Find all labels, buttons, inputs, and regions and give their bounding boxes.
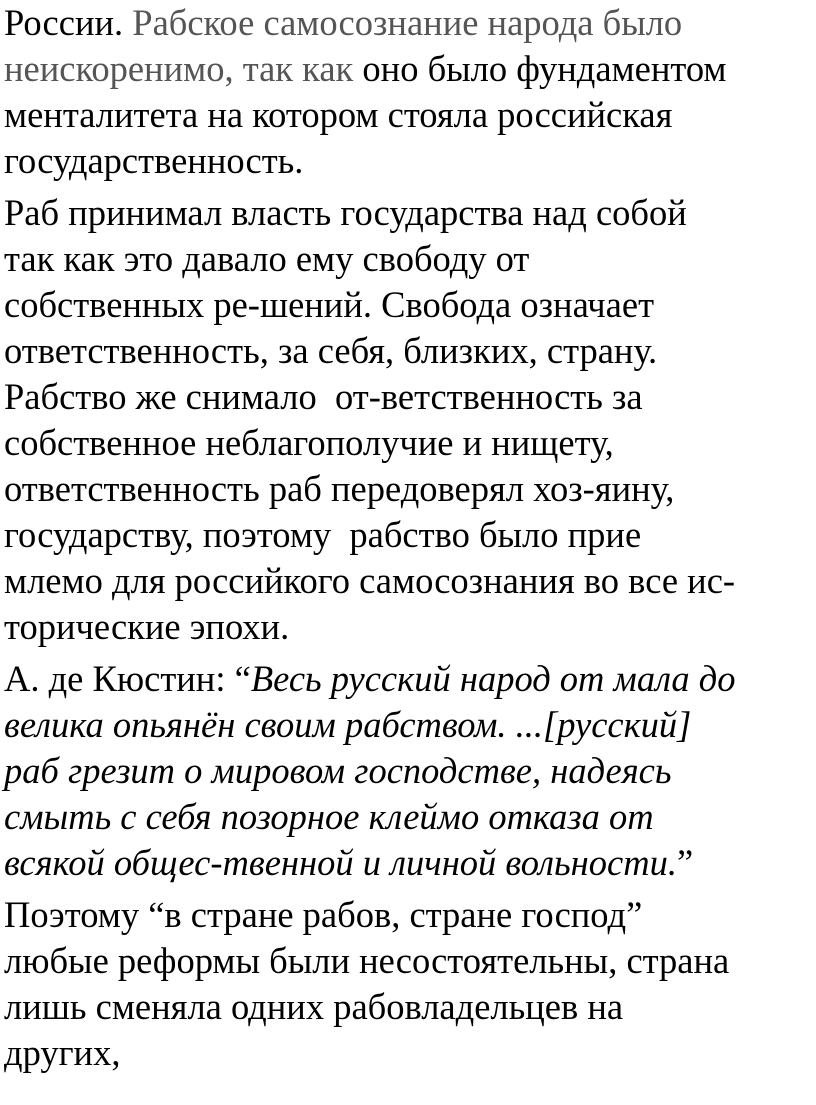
text-line xyxy=(4,702,814,748)
document-body xyxy=(4,0,814,1076)
text-line: любые реформы были несостоятельны, страна xyxy=(4,940,730,981)
text-segment: России. xyxy=(4,2,133,43)
paragraph-4 xyxy=(4,892,814,1076)
text-line: государственность. xyxy=(4,140,304,181)
quote-text: всякой общес-твенной и личной вольности. xyxy=(4,842,677,883)
closing-quote: ” xyxy=(676,842,694,883)
text-line: млемо для российкого самосознания во все ис- xyxy=(4,560,736,601)
text-line xyxy=(4,46,814,92)
text-line: торические эпохи. xyxy=(4,606,290,647)
text-line: собственных ре-шений. Свобода означает xyxy=(4,284,655,325)
text-line: Раб принимал власть государства над собой xyxy=(4,192,687,233)
paragraph-2 xyxy=(4,190,814,650)
text-line: так как это давало ему свободу от xyxy=(4,238,530,279)
text-line: государству, поэтому рабство было прие xyxy=(4,514,642,555)
text-line: ответственность, за себя, близких, страну. xyxy=(4,330,658,371)
text-segment: неискоренимо, так как xyxy=(4,48,363,89)
text-line: ответственность раб передоверял хоз-яину, xyxy=(4,468,675,509)
paragraph-3-quote xyxy=(4,656,814,886)
paragraph-1 xyxy=(4,0,814,184)
text-segment: оно было фундаментом xyxy=(362,48,727,89)
quote-attribution: А. де Кюстин: “ xyxy=(4,658,251,699)
text-line: менталитета на котором стояла российская xyxy=(4,94,673,135)
text-line xyxy=(4,748,814,794)
text-segment: Рабское самосознание народа было xyxy=(132,2,683,43)
quote-text: Весь русский народ от мала до xyxy=(250,658,736,699)
text-line xyxy=(4,656,814,702)
text-line xyxy=(4,0,814,46)
text-line: Рабство же снимало от-ветственность за xyxy=(4,376,643,417)
text-line xyxy=(4,794,814,840)
text-line: Поэтому “в стране рабов, стране господ” xyxy=(4,894,643,935)
quote-text: смыть с себя позорное клеймо отказа от xyxy=(4,796,654,837)
text-line: собственное неблагополучие и нищету, xyxy=(4,422,614,463)
quote-text: раб грезит о мировом господстве, надеясь xyxy=(4,750,672,791)
text-line xyxy=(4,840,814,886)
text-line: других, xyxy=(4,1032,121,1073)
text-line: лишь сменяла одних рабовладельцев на xyxy=(4,986,624,1027)
quote-text: велика опьянён своим рабством. ...[русский] xyxy=(4,704,692,745)
